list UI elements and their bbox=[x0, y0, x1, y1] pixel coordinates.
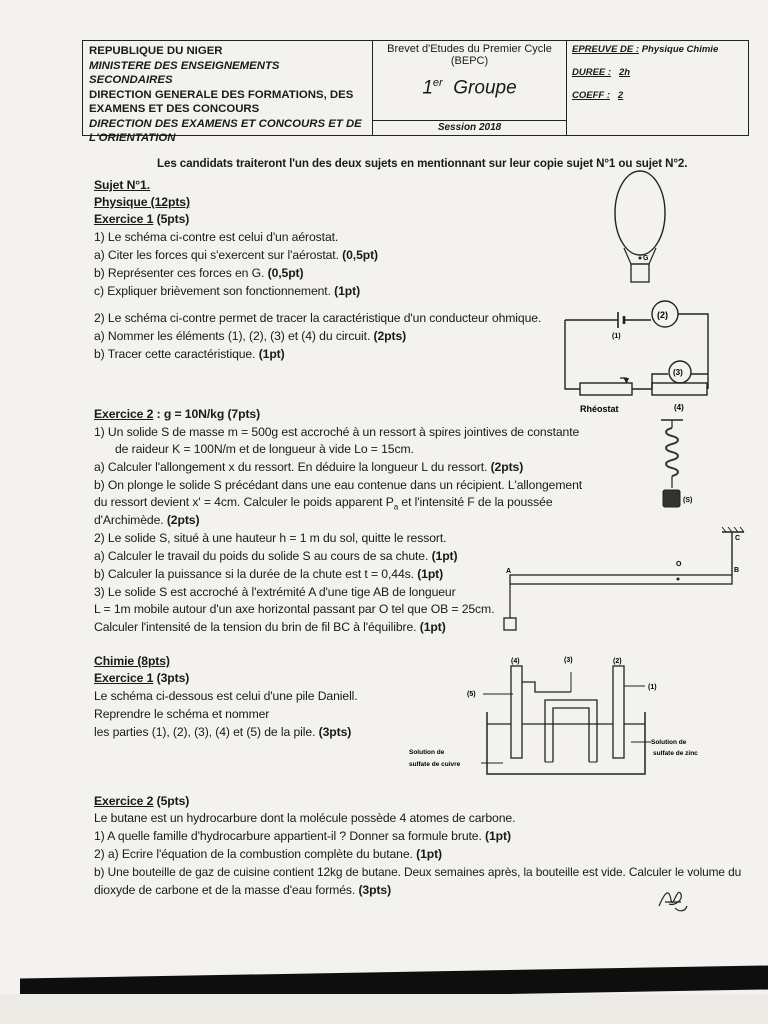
header-line: MINISTERE DES ENSEIGNEMENTS SECONDAIRES bbox=[89, 59, 280, 86]
header-line: L'ORIENTATION bbox=[89, 132, 176, 144]
ex2-line: 3) Le solide S est accroché à l'extrémité A d'une tige AB de longueur bbox=[94, 585, 456, 599]
ex2-line: du ressort devient x' = 4cm. Calculer le poids apparent $P_a$ et l'intensité F de la poussée bbox=[94, 495, 553, 512]
ex2-line: b) On plonge le solide S précédant dans une eau contenue dans un récipient. L'allongement bbox=[94, 478, 583, 492]
ex2-question: a) Calculer l'allongement x du ressort. En déduire la longueur L du ressort. (2pts) bbox=[94, 460, 524, 474]
pile-label-5: (5) bbox=[467, 691, 476, 698]
exam-abbrev: (BEPC) bbox=[450, 55, 489, 67]
lever-figure bbox=[500, 518, 750, 638]
header-line: DIRECTION GENERALE DES FORMATIONS, DES bbox=[89, 88, 354, 101]
signature-mark bbox=[655, 882, 691, 918]
label-1: (1) bbox=[612, 333, 621, 340]
pile-label-4: (4) bbox=[511, 658, 520, 665]
cex2-question: dioxyde de carbone et de la masse d'eau formés. (3pts) bbox=[94, 883, 392, 897]
ex1-heading: Exercice 1 (5pts) bbox=[94, 212, 190, 226]
label-O: O bbox=[676, 561, 682, 568]
ex1-line: 2) Le schéma ci-contre permet de tracer la caractéristique d'un conducteur ohmique. bbox=[94, 311, 542, 325]
ex2-line: de raideur K = 100N/m et de longueur à vide Lo = 15cm. bbox=[115, 442, 414, 456]
cex1-heading: Exercice 1 (3pts) bbox=[94, 671, 190, 685]
header-info bbox=[567, 41, 748, 135]
exam-title: Brevet d'Etudes du Premier Cycle bbox=[387, 43, 552, 55]
ex2-heading: Exercice 2 : g = 10N/kg (7pts) bbox=[94, 407, 261, 421]
ex1-question: b) Tracer cette caractéristique. (1pt) bbox=[94, 347, 285, 361]
cex2-line: Le butane est un hydrocarbure dont la molécule possède 4 atomes de carbone. bbox=[94, 811, 516, 825]
label-4: (4) bbox=[674, 403, 684, 412]
cex1-line: Reprendre le schéma et nommer bbox=[94, 707, 270, 721]
daniell-cell-figure bbox=[405, 652, 705, 782]
header-exam bbox=[373, 41, 567, 135]
epreuve-row: EPREUVE DE : Physique Chimie bbox=[572, 44, 719, 55]
label-S: (S) bbox=[683, 497, 693, 504]
aerostat-figure bbox=[610, 168, 670, 288]
right-solution-label: Solution de bbox=[651, 739, 687, 746]
cex1-line: Le schéma ci-dessous est celui d'une pile Daniell. bbox=[94, 689, 358, 703]
ex1-question: a) Nommer les éléments (1), (2), (3) et (4) du circuit. (2pts) bbox=[94, 329, 407, 343]
label-rheostat: Rhéostat bbox=[580, 404, 619, 414]
ex2-question: Calculer l'intensité de la tension du brin de fil BC à l'équilibre. (1pt) bbox=[94, 620, 446, 634]
header-line: DIRECTION DES EXAMENS ET CONCOURS ET DE bbox=[89, 117, 362, 130]
cex2-question: 2) a) Ecrire l'équation de la combustion complète du butane. (1pt) bbox=[94, 847, 443, 861]
ex1-question: c) Expliquer brièvement son fonctionnement. (1pt) bbox=[94, 284, 361, 298]
coeff-row: COEFF : 2 bbox=[572, 90, 624, 101]
ex1-line: 1) Le schéma ci-contre est celui d'un aérostat. bbox=[94, 230, 339, 244]
label-3: (3) bbox=[673, 368, 683, 377]
label-C: C bbox=[735, 535, 741, 542]
ex2-question: b) Calculer la puissance si la durée de la chute est t = 0,44s. (1pt) bbox=[94, 567, 444, 581]
header-line: EXAMENS ET DES CONCOURS bbox=[89, 103, 260, 115]
label-B: B bbox=[734, 567, 740, 574]
ex1-question: b) Représenter ces forces en G. (0,5pt) bbox=[94, 266, 304, 280]
ex2-question: d'Archimède. (2pts) bbox=[94, 513, 200, 527]
ex2-line: 1) Un solide S de masse m = 500g est accroché à un ressort à spires jointives de constante bbox=[94, 425, 580, 439]
session-label: Session 2018 bbox=[373, 120, 566, 135]
ex2-line: 2) Le solide S, situé à une hauteur h = 1 m du sol, quitte le ressort. bbox=[94, 531, 447, 545]
group-label: 1er Groupe bbox=[422, 77, 517, 99]
cex1-question: les parties (1), (2), (3), (4) et (5) de la pile. (3pts) bbox=[94, 725, 352, 739]
right-solution-label: sulfate de zinc bbox=[653, 750, 698, 757]
chimie-title: Chimie (8pts) bbox=[94, 654, 170, 668]
ex2-question: a) Calculer le travail du poids du solide S au cours de sa chute. (1pt) bbox=[94, 549, 458, 563]
left-solution-label: sulfate de cuivre bbox=[409, 761, 461, 768]
label-2: (2) bbox=[657, 310, 668, 320]
duree-row: DUREE : 2h bbox=[572, 67, 631, 78]
circuit-figure bbox=[560, 298, 720, 416]
ex1-question: a) Citer les forces qui s'exercent sur l'aérostat. (0,5pt) bbox=[94, 248, 379, 262]
scan-background bbox=[0, 994, 768, 1024]
instruction-text: Les candidats traiteront l'un des deux sujets en mentionnant sur leur copie sujet N°1 ou sujet N°2. bbox=[157, 157, 688, 170]
header-administration bbox=[83, 41, 373, 144]
cex2-heading: Exercice 2 (5pts) bbox=[94, 794, 190, 808]
pile-label-1: (1) bbox=[648, 684, 657, 691]
sujet-title: Sujet N°1. bbox=[94, 178, 151, 192]
label-G: G bbox=[643, 255, 649, 262]
header-line: REPUBLIQUE DU NIGER bbox=[89, 45, 223, 57]
physique-title: Physique (12pts) bbox=[94, 195, 190, 209]
cex2-question: 1) A quelle famille d'hydrocarbure appartient-il ? Donner sa formule brute. (1pt) bbox=[94, 829, 511, 843]
left-solution-label: Solution de bbox=[409, 749, 445, 756]
pile-label-3: (3) bbox=[564, 657, 573, 664]
spring-figure bbox=[655, 416, 695, 516]
header-table bbox=[82, 40, 749, 144]
cex2-line: b) Une bouteille de gaz de cuisine contient 12kg de butane. Deux semaines après, la bouteille est vide. Calculer le volume du bbox=[94, 865, 742, 879]
ex2-line: L = 1m mobile autour d'un axe horizontal passant par O tel que OB = 25cm. bbox=[94, 602, 495, 616]
pile-label-2: (2) bbox=[613, 658, 622, 665]
label-A: A bbox=[506, 568, 512, 575]
